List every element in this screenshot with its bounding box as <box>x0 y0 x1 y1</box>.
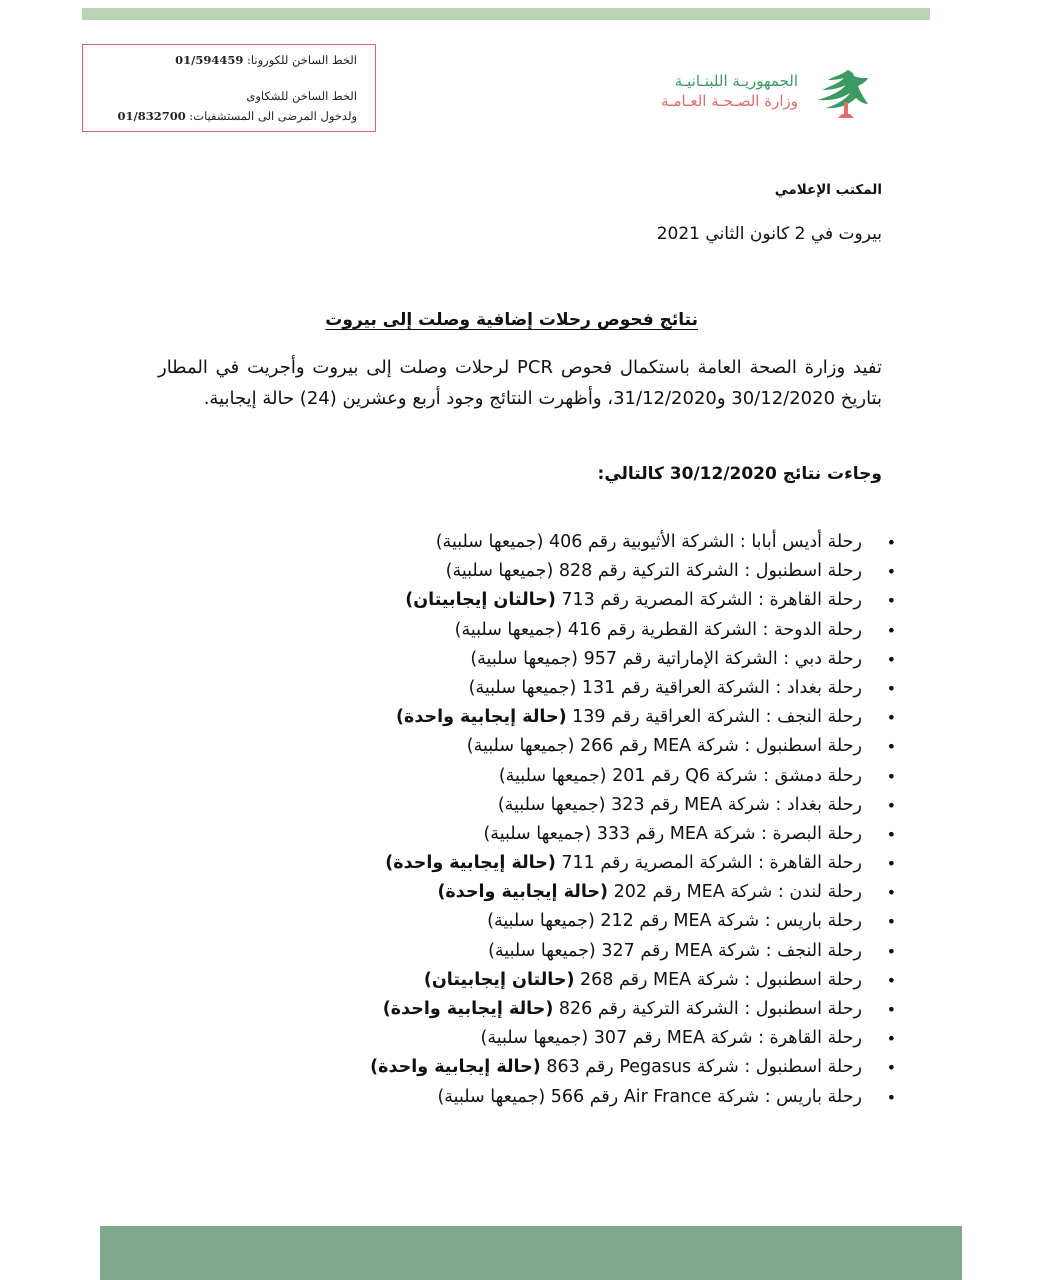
bullet-icon: • <box>886 708 896 728</box>
flight-description: رحلة اسطنبول : شركة MEA رقم 268 <box>580 969 862 990</box>
flight-description: رحلة باريس : شركة Air France رقم 566 <box>550 1086 862 1107</box>
flight-result-item <box>370 732 896 761</box>
flight-result-item <box>370 849 896 878</box>
complaints-hotline <box>118 109 358 123</box>
flight-result-item <box>370 907 896 936</box>
bullet-icon: • <box>886 883 896 903</box>
flight-description: رحلة لندن : شركة MEA رقم 202 <box>613 882 862 903</box>
flight-result-item <box>370 1053 896 1082</box>
bullet-icon: • <box>886 737 896 757</box>
bullet-icon: • <box>886 795 896 815</box>
hospital-admission-label: ولدخول المرضى الى المستشفيات: <box>189 109 357 123</box>
positive-result: (حالة إيجابية واحدة) <box>385 853 556 874</box>
hotline-box <box>82 44 376 132</box>
flight-description: رحلة اسطنبول : الشركة التركية رقم 828 <box>558 561 862 582</box>
flight-result-item <box>370 557 896 586</box>
flight-description: رحلة بغداد : شركة MEA رقم 323 <box>611 794 862 815</box>
bullet-icon: • <box>886 970 896 990</box>
positive-result: (حالة إيجابية واحدة) <box>437 882 608 903</box>
positive-result: (حالة إيجابية واحدة) <box>370 1057 541 1078</box>
bullet-icon: • <box>886 824 896 844</box>
flight-description: رحلة القاهرة : الشركة المصرية رقم 711 <box>561 853 862 874</box>
bullet-icon: • <box>886 912 896 932</box>
flight-result-item <box>370 966 896 995</box>
document-title: نتائج فحوص رحلات إضافية وصلت إلى بيروت <box>325 310 698 330</box>
negative-result: (جميعها سلبية) <box>466 736 575 757</box>
negative-result: (جميعها سلبية) <box>483 823 592 844</box>
flight-description: رحلة دمشق : شركة Q6 رقم 201 <box>612 765 862 786</box>
negative-result: (جميعها سلبية) <box>445 561 554 582</box>
negative-result: (جميعها سلبية) <box>470 648 579 669</box>
flight-description: رحلة القاهرة : شركة MEA رقم 307 <box>593 1028 862 1049</box>
bullet-icon: • <box>886 1029 896 1049</box>
flight-description: رحلة اسطنبول : شركة Pegasus رقم 863 <box>546 1057 862 1078</box>
flight-description: رحلة القاهرة : الشركة المصرية رقم 713 <box>561 590 862 611</box>
flight-description: رحلة باريس : شركة MEA رقم 212 <box>600 911 862 932</box>
bullet-icon: • <box>886 562 896 582</box>
bottom-decorative-bar <box>100 1226 962 1280</box>
bullet-icon: • <box>886 533 896 552</box>
complaints-hotline-label: الخط الساخن للشكاوى <box>246 89 357 103</box>
bullet-icon: • <box>886 591 896 611</box>
positive-result: (حالة إيجابية واحدة) <box>396 707 567 728</box>
bullet-icon: • <box>886 620 896 640</box>
negative-result: (جميعها سلبية) <box>468 677 577 698</box>
flight-result-item <box>370 1083 896 1112</box>
bullet-icon: • <box>886 1058 896 1078</box>
positive-result: (حالتان إيجابيتان) <box>423 969 575 990</box>
flight-result-item <box>370 995 896 1024</box>
document-date: بيروت في 2 كانون الثاني 2021 <box>656 224 882 244</box>
flight-description: رحلة البصرة : شركة MEA رقم 333 <box>596 823 862 844</box>
flight-result-item <box>370 791 896 820</box>
flight-description: رحلة اسطنبول : الشركة التركية رقم 826 <box>558 999 862 1019</box>
flight-result-item <box>370 878 896 907</box>
positive-result: (حالتان إيجابيتان) <box>405 590 556 611</box>
bullet-icon: • <box>886 1000 896 1019</box>
republic-name: الجمهوريـة اللبنـانيـة <box>674 72 798 90</box>
negative-result: (جميعها سلبية) <box>498 765 607 786</box>
flight-results-list <box>370 528 896 1112</box>
flight-result-item <box>370 674 896 703</box>
bullet-icon: • <box>886 766 896 786</box>
media-office-label: المكتب الإعلامي <box>774 182 882 198</box>
positive-result: (حالة إيجابية واحدة) <box>382 999 554 1019</box>
flight-result-item <box>370 937 896 966</box>
cedar-tree-icon <box>810 66 870 122</box>
bullet-icon: • <box>886 1087 896 1107</box>
flight-result-item <box>370 616 896 645</box>
bullet-icon: • <box>886 941 896 961</box>
flight-description: رحلة اسطنبول : شركة MEA رقم 266 <box>580 736 862 757</box>
negative-result: (جميعها سلبية) <box>480 1028 589 1049</box>
complaints-hotline-number: 01/832700 <box>117 109 186 123</box>
bullet-icon: • <box>886 678 896 698</box>
intro-paragraph: تفيد وزارة الصحة العامة باستكمال فحوص PCR لرحلات وصلت إلى بيروت وأجريت في المطار بتاريخ 30/12/2020 و31/12/2020، وأظهرت النتائج وجود أربع وعشرين (24) حالة إيجابية. <box>158 357 882 409</box>
flight-description: رحلة النجف : الشركة العراقية رقم 139 <box>572 707 862 728</box>
corona-hotline-number: 01/594459 <box>175 53 244 67</box>
flight-description: رحلة الدوحة : الشركة القطرية رقم 416 <box>567 619 862 640</box>
ministry-name: وزارة الصـحـة العـامـة <box>661 92 798 110</box>
flight-result-item <box>370 703 896 732</box>
negative-result: (جميعها سلبية) <box>488 940 596 961</box>
flight-description: رحلة دبي : الشركة الإماراتية رقم 957 <box>583 648 862 669</box>
bullet-icon: • <box>886 649 896 669</box>
flight-description: رحلة أديس أبابا : الشركة الأثيوبية رقم 406 <box>549 532 862 552</box>
flight-result-item <box>370 586 896 615</box>
corona-hotline-label: الخط الساخن للكورونا: <box>247 53 357 67</box>
negative-result: (جميعها سلبية) <box>487 911 595 932</box>
flight-result-item <box>370 645 896 674</box>
flight-result-item <box>370 1024 896 1053</box>
negative-result: (جميعها سلبية) <box>437 1086 546 1107</box>
flight-result-item <box>370 528 896 557</box>
negative-result: (جميعها سلبية) <box>497 794 606 815</box>
negative-result: (جميعها سلبية) <box>435 532 544 552</box>
flight-description: رحلة النجف : شركة MEA رقم 327 <box>601 940 862 961</box>
flight-description: رحلة بغداد : الشركة العراقية رقم 131 <box>581 677 862 698</box>
flight-result-item <box>370 820 896 849</box>
results-heading: وجاءت نتائج 30/12/2020 كالتالي: <box>597 464 882 484</box>
ministry-logo <box>630 66 870 122</box>
corona-hotline <box>175 53 357 67</box>
bullet-icon: • <box>886 854 896 874</box>
negative-result: (جميعها سلبية) <box>454 619 563 640</box>
flight-result-item <box>370 762 896 791</box>
top-decorative-bar <box>82 8 930 20</box>
